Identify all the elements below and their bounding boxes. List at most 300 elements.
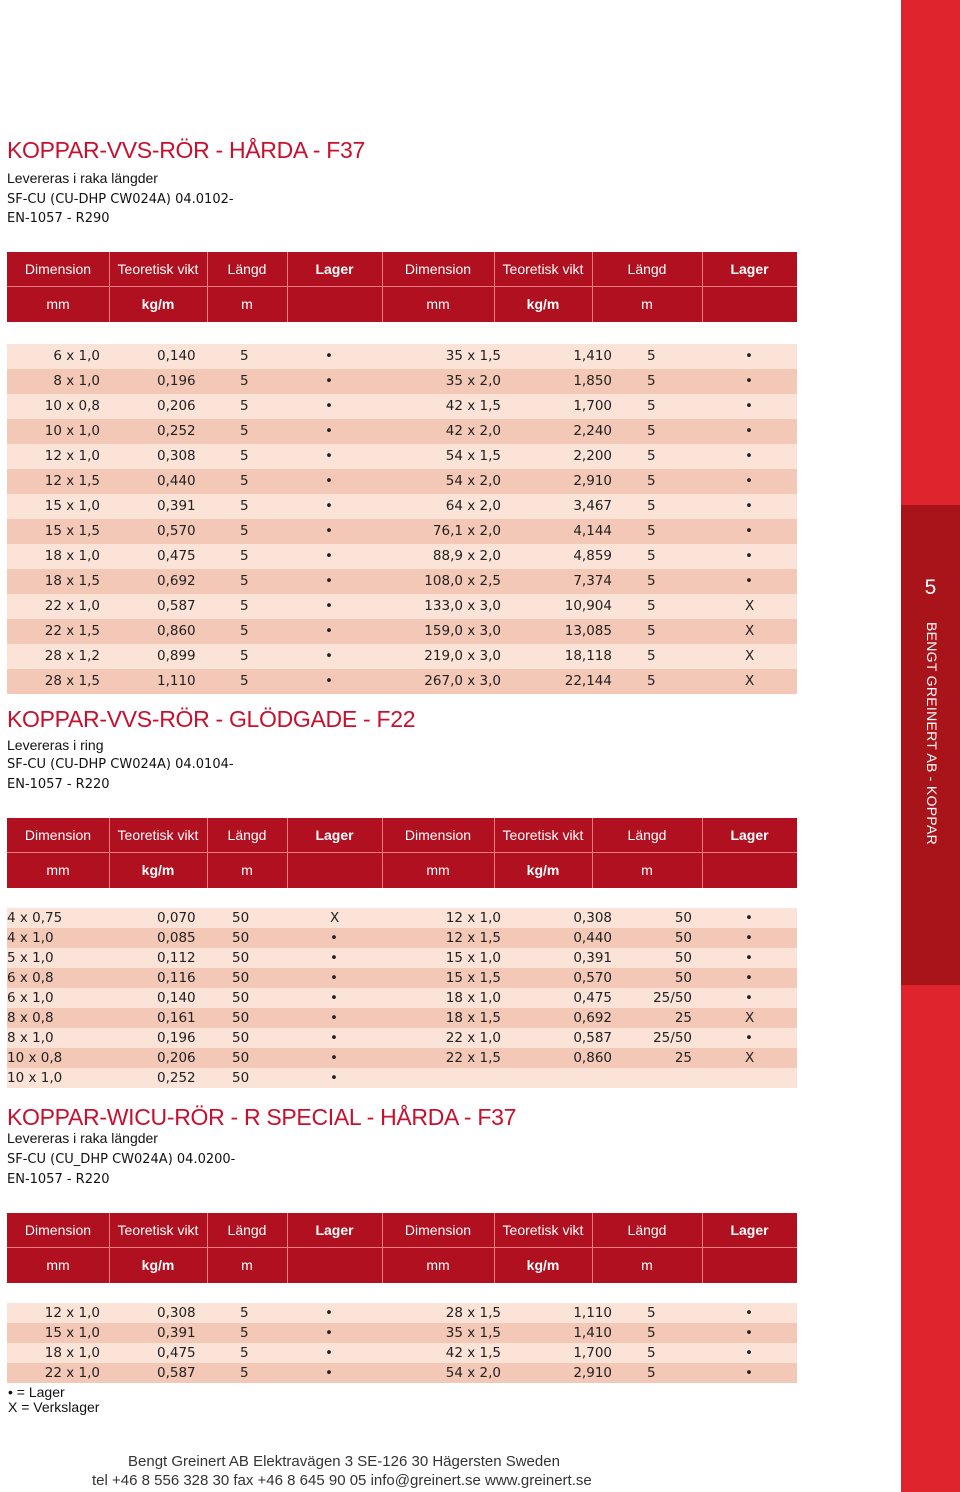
cell-weight-2: 10,904 xyxy=(564,598,612,614)
cell-length-2: 5 xyxy=(647,623,656,639)
cell-weight: 0,252 xyxy=(157,1070,196,1086)
cell-stock: • xyxy=(325,398,333,414)
cell-dimension: 10 x 1,0 xyxy=(7,1070,63,1086)
cell-dimension-2: 54 x 2,0 xyxy=(445,1365,501,1381)
cell-length-2: 5 xyxy=(647,648,656,664)
column-header-stock: Lager xyxy=(315,827,354,843)
cell-weight: 0,070 xyxy=(157,910,196,926)
cell-stock: • xyxy=(330,1070,338,1086)
table-row xyxy=(7,1068,797,1088)
cell-stock-2: • xyxy=(745,1305,753,1321)
section-2-code-line1: SF-CU (CU-DHP CW024A) 04.0104- xyxy=(7,757,234,772)
section-2-code-line2: EN-1057 - R220 xyxy=(7,777,110,792)
cell-stock-2: • xyxy=(745,1345,753,1361)
cell-dimension-2: 108,0 x 2,5 xyxy=(424,573,501,589)
column-unit-stock-2 xyxy=(702,287,797,322)
cell-dimension: 5 x 1,0 xyxy=(7,950,54,966)
cell-dimension-2: 15 x 1,5 xyxy=(445,970,501,986)
cell-length-2: 5 xyxy=(647,498,656,514)
section-1-table-header xyxy=(7,252,797,322)
cell-dimension-2: 35 x 1,5 xyxy=(445,348,501,364)
cell-weight: 0,085 xyxy=(157,930,196,946)
cell-weight-2: 1,410 xyxy=(573,348,612,364)
section-3-code-line1: SF-CU (CU_DHP CW024A) 04.0200- xyxy=(7,1152,236,1167)
cell-length-2: 5 xyxy=(647,373,656,389)
section-3-code-line2: EN-1057 - R220 xyxy=(7,1172,110,1187)
cell-length: 50 xyxy=(232,1050,250,1066)
cell-dimension-2: 18 x 1,0 xyxy=(445,990,501,1006)
cell-dimension: 8 x 0,8 xyxy=(7,1010,54,1026)
cell-length: 5 xyxy=(240,498,249,514)
cell-weight-2: 13,085 xyxy=(564,623,612,639)
column-header-weight: Teoretisk vikt xyxy=(117,1222,199,1238)
table-row xyxy=(7,444,797,469)
table-row xyxy=(7,394,797,419)
cell-length: 5 xyxy=(240,398,249,414)
cell-stock-2: X xyxy=(745,598,755,614)
cell-weight: 0,440 xyxy=(157,473,196,489)
table-row xyxy=(7,544,797,569)
table-row xyxy=(7,469,797,494)
table-row xyxy=(7,908,797,928)
cell-dimension: 18 x 1,5 xyxy=(44,573,100,589)
table-row xyxy=(7,1303,797,1323)
cell-weight-2: 0,692 xyxy=(573,1010,612,1026)
column-header-length: Längd xyxy=(227,261,267,277)
section-2-title: KOPPAR-VVS-RÖR - GLÖDGADE - F22 xyxy=(7,706,416,732)
cell-weight: 0,692 xyxy=(157,573,196,589)
cell-stock: • xyxy=(325,348,333,364)
column-unit-stock xyxy=(287,287,382,322)
cell-length-2: 5 xyxy=(647,1345,656,1361)
cell-dimension: 12 x 1,0 xyxy=(44,1305,100,1321)
column-unit-weight: kg/m xyxy=(141,1257,175,1273)
cell-stock: • xyxy=(330,1010,338,1026)
table-row xyxy=(7,619,797,644)
cell-weight: 0,308 xyxy=(157,1305,196,1321)
cell-dimension: 8 x 1,0 xyxy=(53,373,100,389)
table-row xyxy=(7,644,797,669)
column-header-stock-2: Lager xyxy=(730,1222,769,1238)
cell-weight-2: 4,859 xyxy=(573,548,612,564)
cell-weight: 0,206 xyxy=(157,398,196,414)
column-header-weight-2: Teoretisk vikt xyxy=(502,1222,584,1238)
section-3-table-header xyxy=(7,1213,797,1283)
cell-weight: 0,475 xyxy=(157,1345,196,1361)
table-row xyxy=(7,1048,797,1068)
cell-dimension: 22 x 1,0 xyxy=(44,598,100,614)
cell-dimension: 28 x 1,2 xyxy=(44,648,100,664)
cell-length: 5 xyxy=(240,598,249,614)
cell-stock: • xyxy=(330,990,338,1006)
cell-weight-2: 1,850 xyxy=(573,373,612,389)
cell-length: 5 xyxy=(240,423,249,439)
cell-stock-2: X xyxy=(745,648,755,664)
cell-dimension-2: 42 x 2,0 xyxy=(445,423,501,439)
cell-stock-2: • xyxy=(745,498,753,514)
cell-stock-2: • xyxy=(745,930,753,946)
column-unit-stock xyxy=(287,853,382,888)
cell-length-2: 50 xyxy=(674,930,692,946)
table-row xyxy=(7,369,797,394)
table-row xyxy=(7,928,797,948)
cell-weight: 0,860 xyxy=(157,623,196,639)
cell-stock: • xyxy=(325,423,333,439)
cell-dimension-2: 133,0 x 3,0 xyxy=(424,598,501,614)
cell-stock: • xyxy=(325,1305,333,1321)
legend-verkslager: X = Verkslager xyxy=(8,1399,100,1415)
cell-stock: X xyxy=(330,910,340,926)
cell-dimension-2: 76,1 x 2,0 xyxy=(432,523,501,539)
cell-weight: 0,475 xyxy=(157,548,196,564)
cell-length: 50 xyxy=(232,1070,250,1086)
cell-dimension-2: 219,0 x 3,0 xyxy=(424,648,501,664)
cell-stock: • xyxy=(325,673,333,689)
table-row xyxy=(7,519,797,544)
cell-length: 50 xyxy=(232,970,250,986)
cell-weight: 0,140 xyxy=(157,348,196,364)
cell-dimension: 10 x 1,0 xyxy=(44,423,100,439)
cell-weight-2: 1,110 xyxy=(573,1305,612,1321)
cell-dimension: 12 x 1,0 xyxy=(44,448,100,464)
cell-stock-2: • xyxy=(745,373,753,389)
cell-length: 5 xyxy=(240,548,249,564)
cell-length-2: 25 xyxy=(674,1010,692,1026)
cell-length-2: 25/50 xyxy=(653,990,692,1006)
section-2-subtitle: Levereras i ring xyxy=(7,737,104,753)
cell-length-2: 5 xyxy=(647,598,656,614)
cell-stock-2: • xyxy=(745,990,753,1006)
cell-dimension-2: 22 x 1,0 xyxy=(445,1030,501,1046)
column-header-dimension-2: Dimension xyxy=(404,827,472,843)
cell-dimension: 15 x 1,5 xyxy=(44,523,100,539)
cell-length: 5 xyxy=(240,523,249,539)
cell-dimension-2: 54 x 1,5 xyxy=(445,448,501,464)
cell-weight-2: 22,144 xyxy=(564,673,612,689)
cell-length: 50 xyxy=(232,910,250,926)
cell-weight-2: 0,587 xyxy=(573,1030,612,1046)
column-unit-stock xyxy=(287,1248,382,1283)
cell-stock: • xyxy=(330,970,338,986)
column-header-length-2: Längd xyxy=(627,827,667,843)
legend-lager: • = Lager xyxy=(8,1384,65,1400)
cell-length-2: 5 xyxy=(647,398,656,414)
cell-dimension: 12 x 1,5 xyxy=(44,473,100,489)
cell-length-2: 5 xyxy=(647,523,656,539)
column-header-weight: Teoretisk vikt xyxy=(117,261,199,277)
cell-weight-2: 1,700 xyxy=(573,398,612,414)
column-unit-length-2: m xyxy=(641,296,653,312)
cell-dimension-2: 15 x 1,0 xyxy=(445,950,501,966)
cell-length-2: 25/50 xyxy=(653,1030,692,1046)
cell-weight: 0,391 xyxy=(157,1325,196,1341)
cell-dimension-2: 88,9 x 2,0 xyxy=(432,548,501,564)
column-header-length: Längd xyxy=(227,1222,267,1238)
column-header-length-2: Längd xyxy=(627,1222,667,1238)
column-unit-dimension: mm xyxy=(46,1257,70,1273)
column-header-length-2: Längd xyxy=(627,261,667,277)
cell-length: 50 xyxy=(232,930,250,946)
cell-dimension-2: 28 x 1,5 xyxy=(445,1305,501,1321)
column-unit-length: m xyxy=(241,862,253,878)
cell-stock-2: • xyxy=(745,448,753,464)
cell-length-2: 5 xyxy=(647,423,656,439)
cell-stock: • xyxy=(325,1325,333,1341)
table-row xyxy=(7,988,797,1008)
cell-dimension: 8 x 1,0 xyxy=(7,1030,54,1046)
cell-length-2: 5 xyxy=(647,673,656,689)
column-header-length: Längd xyxy=(227,827,267,843)
cell-stock-2: X xyxy=(745,673,755,689)
cell-stock-2: X xyxy=(745,1010,755,1026)
cell-length: 5 xyxy=(240,623,249,639)
cell-weight: 0,308 xyxy=(157,448,196,464)
cell-length-2: 5 xyxy=(647,573,656,589)
cell-weight: 0,899 xyxy=(157,648,196,664)
column-unit-dimension-2: mm xyxy=(426,862,450,878)
column-unit-length: m xyxy=(241,1257,253,1273)
cell-stock: • xyxy=(325,1345,333,1361)
cell-dimension-2: 54 x 2,0 xyxy=(445,473,501,489)
cell-length: 50 xyxy=(232,1030,250,1046)
cell-dimension-2: 22 x 1,5 xyxy=(445,1050,501,1066)
footer-address: Bengt Greinert AB Elektravägen 3 SE-126 30 Hägersten Sweden xyxy=(128,1453,560,1470)
column-unit-length: m xyxy=(241,296,253,312)
cell-weight: 0,112 xyxy=(157,950,196,966)
column-unit-dimension-2: mm xyxy=(426,1257,450,1273)
cell-stock-2: • xyxy=(745,473,753,489)
cell-dimension: 18 x 1,0 xyxy=(44,548,100,564)
cell-weight-2: 0,475 xyxy=(573,990,612,1006)
cell-stock: • xyxy=(330,1050,338,1066)
cell-stock: • xyxy=(325,523,333,539)
cell-weight-2: 3,467 xyxy=(573,498,612,514)
cell-weight: 0,116 xyxy=(157,970,196,986)
table-row xyxy=(7,344,797,369)
cell-weight-2: 1,700 xyxy=(573,1345,612,1361)
column-unit-weight-2: kg/m xyxy=(526,1257,560,1273)
cell-dimension-2: 64 x 2,0 xyxy=(445,498,501,514)
cell-stock-2: • xyxy=(745,910,753,926)
cell-length-2: 5 xyxy=(647,448,656,464)
cell-stock: • xyxy=(325,623,333,639)
cell-length: 5 xyxy=(240,673,249,689)
cell-stock-2: • xyxy=(745,423,753,439)
column-unit-weight: kg/m xyxy=(141,296,175,312)
cell-weight-2: 2,200 xyxy=(573,448,612,464)
cell-stock-2: • xyxy=(745,398,753,414)
cell-weight-2: 4,144 xyxy=(573,523,612,539)
side-label: BENGT GREINERT AB - KOPPAR xyxy=(924,622,940,846)
cell-stock: • xyxy=(325,373,333,389)
cell-length: 5 xyxy=(240,1365,249,1381)
cell-length: 50 xyxy=(232,950,250,966)
section-1-code-line1: SF-CU (CU-DHP CW024A) 04.0102- xyxy=(7,192,234,207)
cell-weight: 1,110 xyxy=(157,673,196,689)
cell-stock: • xyxy=(325,548,333,564)
cell-weight-2: 0,440 xyxy=(573,930,612,946)
cell-dimension-2: 18 x 1,5 xyxy=(445,1010,501,1026)
cell-stock: • xyxy=(325,598,333,614)
cell-dimension: 22 x 1,5 xyxy=(44,623,100,639)
cell-weight: 0,196 xyxy=(157,373,196,389)
cell-stock-2: • xyxy=(745,950,753,966)
cell-length-2: 50 xyxy=(674,950,692,966)
cell-dimension: 28 x 1,5 xyxy=(44,673,100,689)
cell-weight: 0,140 xyxy=(157,990,196,1006)
column-header-weight-2: Teoretisk vikt xyxy=(502,261,584,277)
cell-dimension-2: 42 x 1,5 xyxy=(445,398,501,414)
cell-dimension-2: 35 x 1,5 xyxy=(445,1325,501,1341)
cell-stock: • xyxy=(330,1030,338,1046)
cell-weight: 0,196 xyxy=(157,1030,196,1046)
cell-length: 5 xyxy=(240,473,249,489)
column-unit-dimension: mm xyxy=(46,862,70,878)
cell-weight: 0,252 xyxy=(157,423,196,439)
cell-weight: 0,587 xyxy=(157,598,196,614)
column-unit-weight: kg/m xyxy=(141,862,175,878)
cell-weight-2: 1,410 xyxy=(573,1325,612,1341)
cell-dimension: 6 x 1,0 xyxy=(7,990,54,1006)
cell-stock-2: • xyxy=(745,1030,753,1046)
cell-weight-2: 0,308 xyxy=(573,910,612,926)
cell-dimension: 4 x 0,75 xyxy=(7,910,63,926)
cell-stock-2: X xyxy=(745,1050,755,1066)
cell-length-2: 5 xyxy=(647,348,656,364)
table-row xyxy=(7,669,797,694)
cell-weight: 0,391 xyxy=(157,498,196,514)
cell-weight-2: 0,860 xyxy=(573,1050,612,1066)
cell-stock-2: • xyxy=(745,573,753,589)
section-3-subtitle: Levereras i raka längder xyxy=(7,1130,158,1146)
column-unit-dimension: mm xyxy=(46,296,70,312)
cell-weight-2: 2,240 xyxy=(573,423,612,439)
cell-stock-2: X xyxy=(745,623,755,639)
cell-weight-2: 2,910 xyxy=(573,473,612,489)
table-row xyxy=(7,968,797,988)
table-row xyxy=(7,1028,797,1048)
cell-dimension-2: 42 x 1,5 xyxy=(445,1345,501,1361)
cell-length: 5 xyxy=(240,1305,249,1321)
section-1-code-line2: EN-1057 - R290 xyxy=(7,211,110,226)
cell-dimension: 22 x 1,0 xyxy=(44,1365,100,1381)
cell-weight-2: 7,374 xyxy=(573,573,612,589)
cell-weight-2: 0,570 xyxy=(573,970,612,986)
cell-dimension-2: 35 x 2,0 xyxy=(445,373,501,389)
table-row xyxy=(7,948,797,968)
cell-dimension: 15 x 1,0 xyxy=(44,498,100,514)
cell-stock-2: • xyxy=(745,1325,753,1341)
cell-stock-2: • xyxy=(745,523,753,539)
cell-dimension-2: 159,0 x 3,0 xyxy=(424,623,501,639)
cell-length: 5 xyxy=(240,348,249,364)
cell-length-2: 5 xyxy=(647,1305,656,1321)
column-unit-dimension-2: mm xyxy=(426,296,450,312)
column-header-stock: Lager xyxy=(315,261,354,277)
cell-length: 5 xyxy=(240,648,249,664)
table-row xyxy=(7,569,797,594)
cell-length-2: 5 xyxy=(647,548,656,564)
cell-stock-2: • xyxy=(745,348,753,364)
cell-stock: • xyxy=(330,930,338,946)
cell-weight: 0,161 xyxy=(157,1010,196,1026)
cell-length-2: 5 xyxy=(647,1365,656,1381)
cell-weight-2: 2,910 xyxy=(573,1365,612,1381)
table-row xyxy=(7,594,797,619)
cell-length: 5 xyxy=(240,1345,249,1361)
footer-contact: tel +46 8 556 328 30 fax +46 8 645 90 05 info@greinert.se www.greinert.se xyxy=(92,1472,592,1489)
column-header-dimension: Dimension xyxy=(24,261,92,277)
cell-length: 50 xyxy=(232,1010,250,1026)
table-row xyxy=(7,419,797,444)
cell-weight-2: 18,118 xyxy=(564,648,612,664)
cell-length: 5 xyxy=(240,1325,249,1341)
column-header-dimension: Dimension xyxy=(24,827,92,843)
cell-dimension: 10 x 0,8 xyxy=(44,398,100,414)
cell-dimension: 6 x 1,0 xyxy=(53,348,100,364)
column-unit-length-2: m xyxy=(641,862,653,878)
cell-length: 5 xyxy=(240,573,249,589)
section-3-title: KOPPAR-WICU-RÖR - R SPECIAL - HÅRDA - F37 xyxy=(7,1104,517,1130)
column-header-weight-2: Teoretisk vikt xyxy=(502,827,584,843)
column-header-dimension-2: Dimension xyxy=(404,1222,472,1238)
column-unit-stock-2 xyxy=(702,853,797,888)
column-header-stock-2: Lager xyxy=(730,261,769,277)
table-row xyxy=(7,1363,797,1383)
column-unit-stock-2 xyxy=(702,1248,797,1283)
cell-weight: 0,587 xyxy=(157,1365,196,1381)
cell-stock: • xyxy=(325,1365,333,1381)
cell-length-2: 5 xyxy=(647,1325,656,1341)
cell-stock-2: • xyxy=(745,548,753,564)
cell-weight-2: 0,391 xyxy=(573,950,612,966)
section-2-table-header xyxy=(7,818,797,888)
cell-length-2: 50 xyxy=(674,910,692,926)
cell-stock: • xyxy=(325,498,333,514)
column-header-stock: Lager xyxy=(315,1222,354,1238)
column-header-weight: Teoretisk vikt xyxy=(117,827,199,843)
column-unit-weight-2: kg/m xyxy=(526,296,560,312)
cell-length: 5 xyxy=(240,448,249,464)
cell-dimension: 6 x 0,8 xyxy=(7,970,54,986)
column-unit-length-2: m xyxy=(641,1257,653,1273)
cell-stock-2: • xyxy=(745,970,753,986)
cell-dimension-2: 12 x 1,0 xyxy=(445,910,501,926)
cell-length: 5 xyxy=(240,373,249,389)
column-header-stock-2: Lager xyxy=(730,827,769,843)
page-number: 5 xyxy=(924,576,937,599)
cell-length-2: 5 xyxy=(647,473,656,489)
cell-stock: • xyxy=(325,573,333,589)
column-header-dimension: Dimension xyxy=(24,1222,92,1238)
table-row xyxy=(7,1343,797,1363)
cell-dimension: 4 x 1,0 xyxy=(7,930,54,946)
cell-weight: 0,206 xyxy=(157,1050,196,1066)
cell-weight: 0,570 xyxy=(157,523,196,539)
cell-length-2: 50 xyxy=(674,970,692,986)
cell-dimension-2: 12 x 1,5 xyxy=(445,930,501,946)
table-row xyxy=(7,494,797,519)
cell-dimension: 18 x 1,0 xyxy=(44,1345,100,1361)
column-unit-weight-2: kg/m xyxy=(526,862,560,878)
cell-length: 50 xyxy=(232,990,250,1006)
cell-stock: • xyxy=(325,473,333,489)
cell-dimension: 10 x 0,8 xyxy=(7,1050,63,1066)
cell-stock: • xyxy=(325,648,333,664)
cell-stock-2: • xyxy=(745,1365,753,1381)
cell-dimension: 15 x 1,0 xyxy=(44,1325,100,1341)
section-1-title: KOPPAR-VVS-RÖR - HÅRDA - F37 xyxy=(7,137,365,163)
